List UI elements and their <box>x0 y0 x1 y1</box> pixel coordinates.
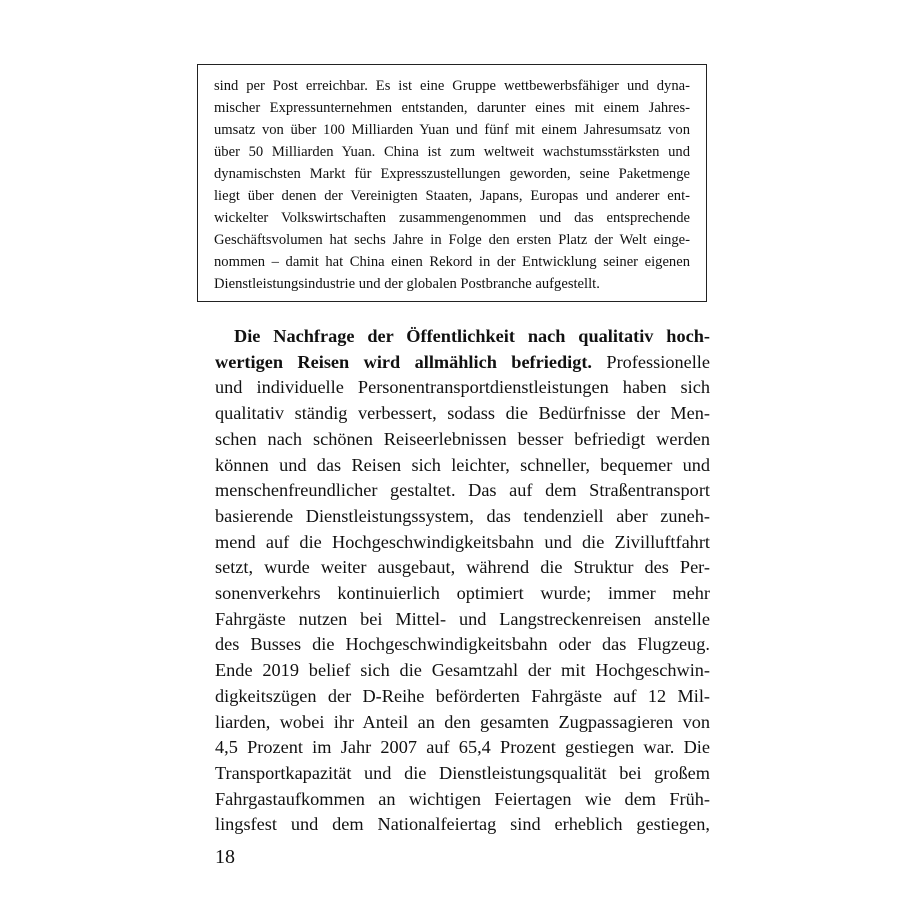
paragraph-line: basierende Dienstleistungssystem, das tendenziell aber zuneh- <box>215 505 710 526</box>
box-line: Geschäftsvolumen hat sechs Jahre in Folge den ersten Platz der Welt einge- <box>214 232 690 248</box>
box-line: umsatz von über 100 Milliarden Yuan und fünf mit einem Jahresumsatz von <box>214 122 690 138</box>
paragraph-line: und individuelle Personentransportdienstleistungen haben sich <box>215 377 710 398</box>
paragraph-line: liarden, wobei ihr Anteil an den gesamten Zugpassagieren von <box>215 711 710 732</box>
paragraph-heading-end: wertigen Reisen wird allmählich befriedigt. <box>215 351 592 372</box>
paragraph-line: digkeitszügen der D-Reihe beförderten Fahrgäste auf 12 Mil- <box>215 685 710 706</box>
paragraph-line: sonenverkehrs kontinuierlich optimiert wurde; immer mehr <box>215 583 710 604</box>
paragraph-line: setzt, wurde weiter ausgebaut, während die Struktur des Per- <box>215 557 710 578</box>
paragraph-line: Fahrgastaufkommen an wichtigen Feiertagen wie dem Früh- <box>215 788 710 809</box>
box-line: wickelter Volkswirtschaften zusammengenommen und das entsprechende <box>214 210 690 226</box>
paragraph-line: schen nach schönen Reiseerlebnissen besser befriedigt werden <box>215 428 710 449</box>
paragraph-line: Transportkapazität und die Dienstleistungsqualität bei großem <box>215 762 710 783</box>
box-line: mischer Expressunternehmen entstanden, darunter eines mit einem Jahres- <box>214 100 690 116</box>
main-paragraph <box>215 324 710 838</box>
paragraph-text: Professionelle <box>592 351 710 372</box>
box-line: Dienstleistungsindustrie und der globalen Postbranche aufgestellt. <box>214 276 600 292</box>
paragraph-line: lingsfest und dem Nationalfeiertag sind erheblich gestiegen, <box>215 814 710 835</box>
paragraph-heading-text: Die Nachfrage der Öffentlichkeit nach qualitativ hoch- <box>234 326 710 346</box>
box-line: nommen – damit hat China einen Rekord in der Entwicklung seiner eigenen <box>214 254 690 270</box>
paragraph-heading-line <box>215 324 710 350</box>
paragraph-line: Fahrgäste nutzen bei Mittel- und Langstreckenreisen anstelle <box>215 608 710 629</box>
box-line: dynamischsten Markt für Expresszustellungen geworden, seine Paketmenge <box>214 166 690 182</box>
box-line: über 50 Milliarden Yuan. China ist zum weltweit wachstumsstärksten und <box>214 144 690 160</box>
boxed-note <box>197 64 707 302</box>
paragraph-heading-line <box>215 350 710 376</box>
paragraph-line: 4,5 Prozent im Jahr 2007 auf 65,4 Prozent gestiegen war. Die <box>215 737 710 758</box>
box-line: sind per Post erreichbar. Es ist eine Gruppe wettbewerbsfähiger und dyna- <box>214 78 690 94</box>
paragraph-line: qualitativ ständig verbessert, sodass die Bedürfnisse der Men- <box>215 403 710 424</box>
paragraph-line: des Busses die Hochgeschwindigkeitsbahn oder das Flugzeug. <box>215 634 710 655</box>
paragraph-line: Ende 2019 belief sich die Gesamtzahl der mit Hochgeschwin- <box>215 660 710 681</box>
box-line: liegt über denen der Vereinigten Staaten, Japans, Europas und anderer ent- <box>214 188 690 204</box>
paragraph-line: mend auf die Hochgeschwindigkeitsbahn und die Zivilluftfahrt <box>215 531 710 552</box>
paragraph-line: können und das Reisen sich leichter, schneller, bequemer und <box>215 454 710 475</box>
paragraph-line: menschenfreundlicher gestaltet. Das auf dem Straßentransport <box>215 480 710 501</box>
page-number: 18 <box>215 846 235 868</box>
